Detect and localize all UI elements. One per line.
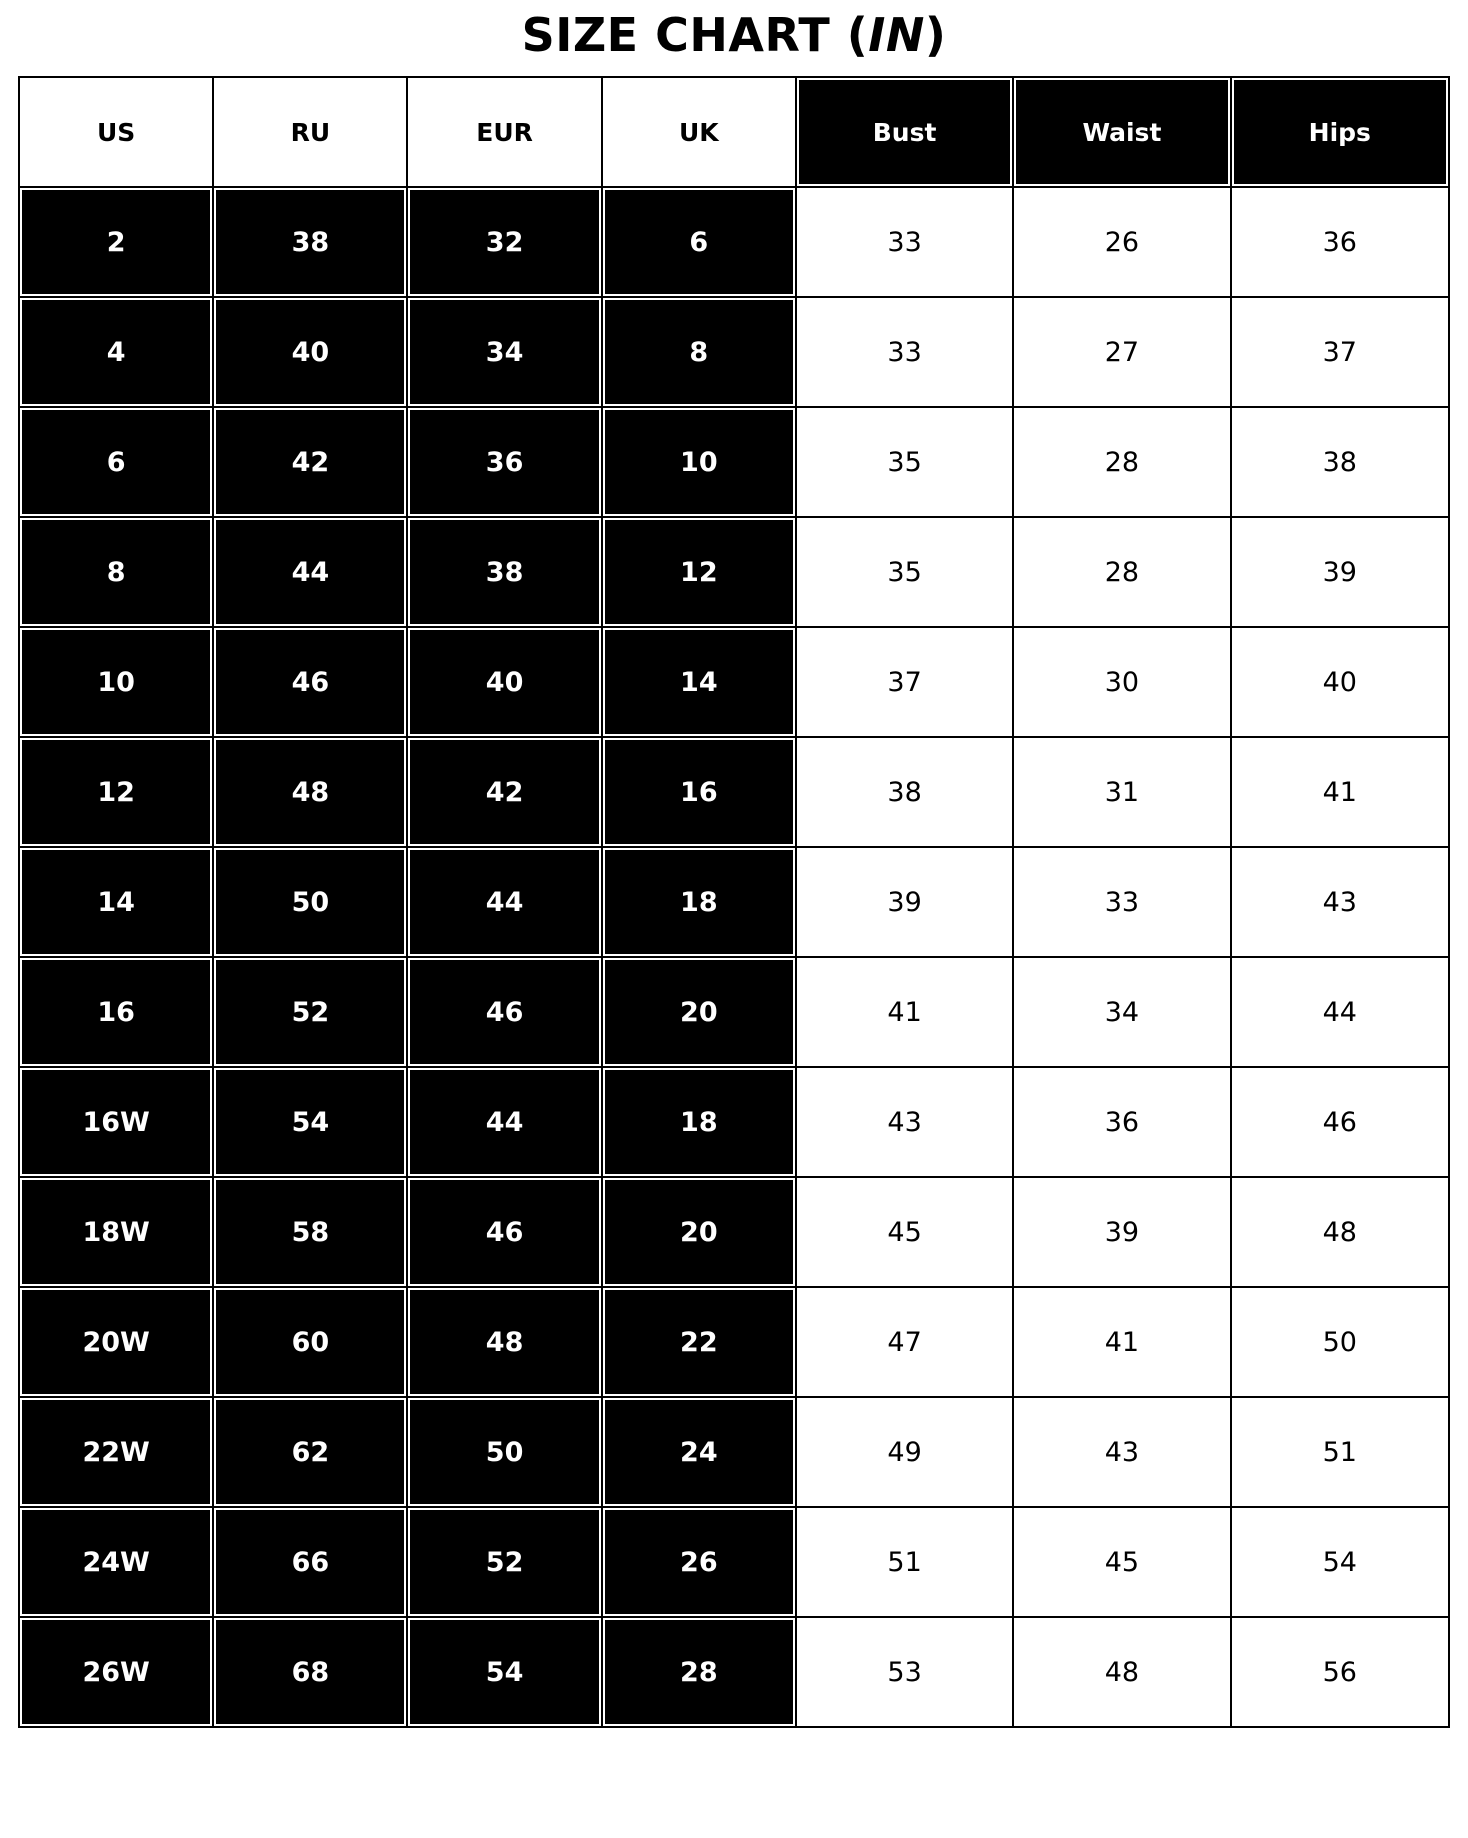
cell-eur: 46 bbox=[407, 1177, 601, 1287]
cell-bust: 37 bbox=[796, 627, 1013, 737]
cell-ru: 48 bbox=[213, 737, 407, 847]
table-row bbox=[19, 1397, 1449, 1507]
cell-waist: 48 bbox=[1013, 1617, 1230, 1727]
cell-bust: 38 bbox=[796, 737, 1013, 847]
cell-hips: 39 bbox=[1231, 517, 1449, 627]
cell-eur: 54 bbox=[407, 1617, 601, 1727]
cell-ru: 66 bbox=[213, 1507, 407, 1617]
cell-bust: 51 bbox=[796, 1507, 1013, 1617]
cell-us: 24W bbox=[19, 1507, 213, 1617]
cell-eur: 36 bbox=[407, 407, 601, 517]
cell-us: 14 bbox=[19, 847, 213, 957]
table-row bbox=[19, 1177, 1449, 1287]
cell-us: 26W bbox=[19, 1617, 213, 1727]
cell-uk: 26 bbox=[602, 1507, 796, 1617]
table-row bbox=[19, 187, 1449, 297]
cell-bust: 49 bbox=[796, 1397, 1013, 1507]
cell-hips: 44 bbox=[1231, 957, 1449, 1067]
cell-us: 16W bbox=[19, 1067, 213, 1177]
cell-eur: 38 bbox=[407, 517, 601, 627]
table-row bbox=[19, 1287, 1449, 1397]
cell-hips: 36 bbox=[1231, 187, 1449, 297]
cell-us: 12 bbox=[19, 737, 213, 847]
cell-ru: 60 bbox=[213, 1287, 407, 1397]
column-header-waist: Waist bbox=[1013, 77, 1230, 187]
cell-eur: 46 bbox=[407, 957, 601, 1067]
column-header-bust: Bust bbox=[796, 77, 1013, 187]
column-header-eur: EUR bbox=[407, 77, 601, 187]
table-header-row bbox=[19, 77, 1449, 187]
cell-bust: 47 bbox=[796, 1287, 1013, 1397]
cell-ru: 52 bbox=[213, 957, 407, 1067]
cell-us: 8 bbox=[19, 517, 213, 627]
cell-eur: 50 bbox=[407, 1397, 601, 1507]
size-chart-page bbox=[0, 8, 1468, 1838]
cell-eur: 44 bbox=[407, 847, 601, 957]
cell-uk: 10 bbox=[602, 407, 796, 517]
cell-hips: 48 bbox=[1231, 1177, 1449, 1287]
cell-hips: 37 bbox=[1231, 297, 1449, 407]
cell-us: 6 bbox=[19, 407, 213, 517]
cell-ru: 68 bbox=[213, 1617, 407, 1727]
cell-ru: 62 bbox=[213, 1397, 407, 1507]
cell-ru: 58 bbox=[213, 1177, 407, 1287]
cell-ru: 54 bbox=[213, 1067, 407, 1177]
cell-ru: 44 bbox=[213, 517, 407, 627]
cell-bust: 33 bbox=[796, 187, 1013, 297]
cell-waist: 28 bbox=[1013, 517, 1230, 627]
cell-bust: 45 bbox=[796, 1177, 1013, 1287]
table-row bbox=[19, 957, 1449, 1067]
cell-eur: 34 bbox=[407, 297, 601, 407]
cell-waist: 45 bbox=[1013, 1507, 1230, 1617]
cell-hips: 43 bbox=[1231, 847, 1449, 957]
cell-eur: 40 bbox=[407, 627, 601, 737]
cell-uk: 18 bbox=[602, 847, 796, 957]
cell-bust: 41 bbox=[796, 957, 1013, 1067]
cell-hips: 40 bbox=[1231, 627, 1449, 737]
cell-eur: 32 bbox=[407, 187, 601, 297]
cell-waist: 36 bbox=[1013, 1067, 1230, 1177]
cell-us: 2 bbox=[19, 187, 213, 297]
cell-uk: 24 bbox=[602, 1397, 796, 1507]
cell-waist: 39 bbox=[1013, 1177, 1230, 1287]
cell-bust: 43 bbox=[796, 1067, 1013, 1177]
table-row bbox=[19, 517, 1449, 627]
cell-ru: 38 bbox=[213, 187, 407, 297]
cell-uk: 14 bbox=[602, 627, 796, 737]
cell-hips: 46 bbox=[1231, 1067, 1449, 1177]
cell-bust: 53 bbox=[796, 1617, 1013, 1727]
size-chart-table-wrapper bbox=[18, 76, 1450, 1728]
cell-hips: 56 bbox=[1231, 1617, 1449, 1727]
cell-eur: 48 bbox=[407, 1287, 601, 1397]
page-title-main: SIZE CHART ( bbox=[521, 8, 869, 62]
cell-waist: 41 bbox=[1013, 1287, 1230, 1397]
cell-eur: 52 bbox=[407, 1507, 601, 1617]
table-body bbox=[19, 187, 1449, 1727]
cell-ru: 46 bbox=[213, 627, 407, 737]
cell-uk: 28 bbox=[602, 1617, 796, 1727]
column-header-uk: UK bbox=[602, 77, 796, 187]
column-header-hips: Hips bbox=[1231, 77, 1449, 187]
page-title-close: ) bbox=[924, 8, 947, 62]
table-row bbox=[19, 847, 1449, 957]
cell-uk: 12 bbox=[602, 517, 796, 627]
cell-us: 16 bbox=[19, 957, 213, 1067]
cell-uk: 20 bbox=[602, 1177, 796, 1287]
cell-ru: 42 bbox=[213, 407, 407, 517]
column-header-ru: RU bbox=[213, 77, 407, 187]
table-header bbox=[19, 77, 1449, 187]
cell-waist: 27 bbox=[1013, 297, 1230, 407]
cell-us: 20W bbox=[19, 1287, 213, 1397]
size-chart-table bbox=[18, 76, 1450, 1728]
cell-waist: 30 bbox=[1013, 627, 1230, 737]
cell-hips: 38 bbox=[1231, 407, 1449, 517]
cell-hips: 54 bbox=[1231, 1507, 1449, 1617]
table-row bbox=[19, 627, 1449, 737]
cell-uk: 18 bbox=[602, 1067, 796, 1177]
cell-bust: 33 bbox=[796, 297, 1013, 407]
table-row bbox=[19, 1067, 1449, 1177]
cell-waist: 31 bbox=[1013, 737, 1230, 847]
cell-eur: 44 bbox=[407, 1067, 601, 1177]
cell-hips: 41 bbox=[1231, 737, 1449, 847]
cell-uk: 22 bbox=[602, 1287, 796, 1397]
cell-waist: 43 bbox=[1013, 1397, 1230, 1507]
cell-uk: 6 bbox=[602, 187, 796, 297]
table-row bbox=[19, 1507, 1449, 1617]
cell-waist: 34 bbox=[1013, 957, 1230, 1067]
cell-bust: 39 bbox=[796, 847, 1013, 957]
cell-us: 18W bbox=[19, 1177, 213, 1287]
cell-uk: 8 bbox=[602, 297, 796, 407]
cell-uk: 20 bbox=[602, 957, 796, 1067]
page-title-unit: IN bbox=[868, 8, 925, 62]
cell-waist: 26 bbox=[1013, 187, 1230, 297]
cell-eur: 42 bbox=[407, 737, 601, 847]
cell-waist: 33 bbox=[1013, 847, 1230, 957]
cell-bust: 35 bbox=[796, 407, 1013, 517]
cell-ru: 50 bbox=[213, 847, 407, 957]
table-row bbox=[19, 737, 1449, 847]
cell-us: 4 bbox=[19, 297, 213, 407]
cell-ru: 40 bbox=[213, 297, 407, 407]
cell-waist: 28 bbox=[1013, 407, 1230, 517]
cell-bust: 35 bbox=[796, 517, 1013, 627]
cell-uk: 16 bbox=[602, 737, 796, 847]
column-header-us: US bbox=[19, 77, 213, 187]
cell-us: 10 bbox=[19, 627, 213, 737]
cell-us: 22W bbox=[19, 1397, 213, 1507]
cell-hips: 51 bbox=[1231, 1397, 1449, 1507]
cell-hips: 50 bbox=[1231, 1287, 1449, 1397]
table-row bbox=[19, 407, 1449, 517]
table-row bbox=[19, 1617, 1449, 1727]
table-row bbox=[19, 297, 1449, 407]
page-title bbox=[0, 8, 1468, 62]
